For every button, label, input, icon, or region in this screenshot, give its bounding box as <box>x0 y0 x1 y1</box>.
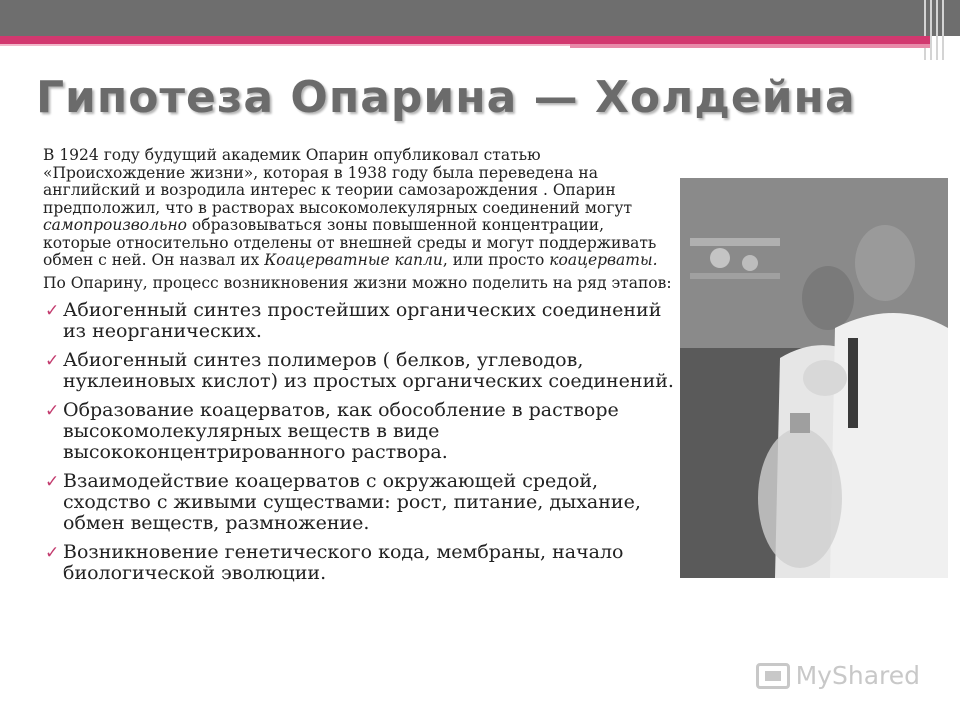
text-run: , или просто <box>442 251 550 269</box>
watermark-text: MyShared <box>795 661 920 690</box>
check-icon: ✓ <box>45 401 60 421</box>
intro-paragraph <box>43 147 675 270</box>
text-run-italic: самопроизвольно <box>43 216 187 234</box>
list-item <box>43 350 675 392</box>
photo-illustration <box>680 178 948 578</box>
text-run: В 1924 году будущий академик Опарин опубликовал статью «Происхождение жизни», которая в 1938 году была переведена на английский и возродила интерес к теории самозарождения . Опарин предположил, что в растворах высокомолекулярных соединений могут <box>43 146 633 217</box>
check-icon: ✓ <box>45 543 60 563</box>
text-run-italic: Коацерватные капли <box>264 251 443 269</box>
list-item-text: Образование коацерватов, как обособление в растворе высокомолекулярных веществ в виде высококонцентрированного раствора. <box>63 399 619 463</box>
text-run: По Опарину, процесс возникновения жизни можно поделить на ряд этапов: <box>43 273 672 292</box>
historical-photo <box>680 178 948 578</box>
check-icon: ✓ <box>45 301 60 321</box>
list-item-text: Абиогенный синтез простейших органических соединений из неорганических. <box>63 299 662 342</box>
watermark <box>756 661 920 690</box>
list-item <box>43 471 675 534</box>
slide-content <box>43 147 675 592</box>
stages-intro-paragraph <box>43 275 675 293</box>
accent-stripe-right <box>570 44 930 48</box>
text-run: образовываться зоны повышенной концентрации, которые относительно отделены от внешней среды и могут поддерживать обмен с ней. Он назвал их <box>43 216 657 269</box>
decor-lines <box>924 0 952 60</box>
list-item-text: Взаимодействие коацерватов с окружающей средой, сходство с живыми существами: рост, питание, дыхание, обмен веществ, размножение. <box>63 470 641 534</box>
list-item <box>43 542 675 584</box>
slide-title: Гипотеза Опарина — Холдейна <box>36 72 856 123</box>
list-item-text: Возникновение генетического кода, мембраны, начало биологической эволюции. <box>63 541 624 584</box>
check-icon: ✓ <box>45 351 60 371</box>
accent-stripe-light <box>0 44 570 46</box>
presentation-icon <box>756 663 790 689</box>
list-item <box>43 300 675 342</box>
list-item <box>43 400 675 463</box>
stages-list <box>43 300 675 584</box>
list-item-text: Абиогенный синтез полимеров ( белков, углеводов, нуклеиновых кислот) из простых органических соединений. <box>63 349 674 392</box>
accent-stripe <box>0 36 930 44</box>
top-bar <box>0 0 960 36</box>
text-run-italic: коацерваты. <box>549 251 658 269</box>
check-icon: ✓ <box>45 472 60 492</box>
